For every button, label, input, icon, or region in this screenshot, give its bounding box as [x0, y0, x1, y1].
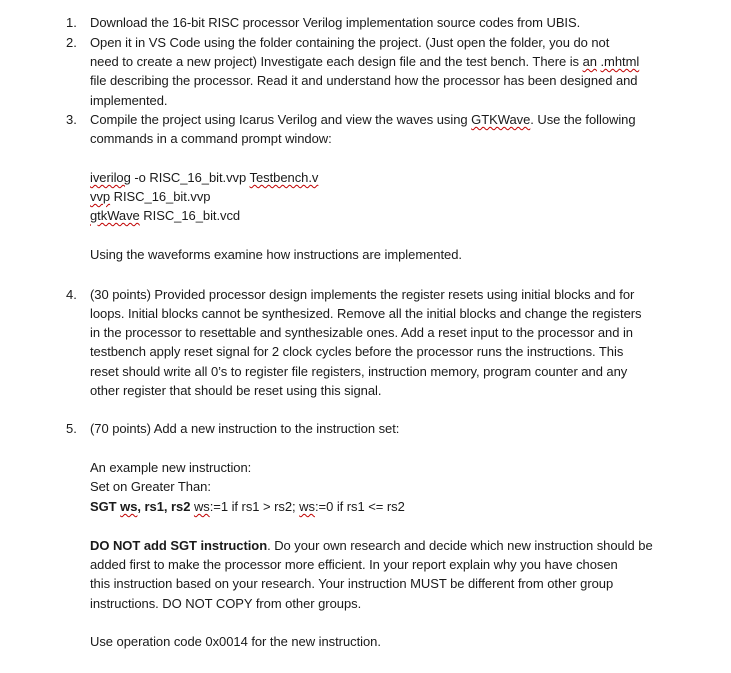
item-2-number: 2. [66, 35, 77, 50]
spellcheck-word-gtkwave-cmd: gtkWave [90, 208, 140, 223]
warning-line-4: instructions. DO NOT COPY from other groups. [90, 596, 362, 611]
item-2-line-2 [90, 54, 639, 70]
spellcheck-word-vvp: vvp [90, 189, 111, 204]
warning-line-3: this instruction based on your research. Your instruction MUST be different from other group [90, 576, 614, 591]
item-2-line-4: implemented. [90, 93, 168, 108]
item-3-line-1 [90, 112, 636, 128]
item-4-number: 4. [66, 287, 77, 302]
item-2-line-1: Open it in VS Code using the folder containing the project. (Just open the folder, you do not [90, 35, 610, 50]
item-4-line-6: other register that should be reset using this signal. [90, 383, 382, 398]
command-line-2-args: RISC_16_bit.vvp [110, 189, 211, 204]
spellcheck-word-testbench: Testbench.v [249, 170, 319, 185]
item-3-note: Using the waveforms examine how instructions are implemented. [90, 247, 462, 262]
item-5-number: 5. [66, 421, 77, 436]
item-4-line-5: reset should write all 0’s to register file registers, instruction memory, program counter and any [90, 364, 628, 379]
item-5-line-1: (70 points) Add a new instruction to the instruction set: [90, 421, 400, 436]
bold-warning: DO NOT add SGT instruction [90, 538, 268, 553]
item-3-number: 3. [66, 112, 77, 127]
command-line-1 [90, 170, 318, 186]
command-line-2 [90, 189, 210, 205]
warning-line-1 [90, 538, 653, 554]
opcode-note: Use operation code 0x0014 for the new instruction. [90, 634, 381, 649]
spellcheck-word-an: an [582, 54, 597, 69]
example-cond-2: :=0 if rs1 <= rs2 [314, 499, 405, 514]
example-name: Set on Greater Than: [90, 479, 211, 494]
warning-line-1-text: . Do your own research and decide which new instruction should be [267, 538, 653, 553]
item-4-line-4: testbench apply reset signal for 2 clock cycles before the processor runs the instructions. This [90, 344, 624, 359]
example-sgt: SGT [90, 499, 117, 514]
example-ws-1: ws [193, 499, 210, 514]
example-ws-2: ws [299, 499, 315, 514]
item-3-line-2: commands in a command prompt window: [90, 131, 332, 146]
item-4-line-3: in the processor to resettable and synthesizable ones. Add a reset input to the processor and in [90, 325, 633, 340]
warning-line-2: added first to make the processor more efficient. In your report explain why you have chosen [90, 557, 618, 572]
item-3-line-1-text: Compile the project using Icarus Verilog and view the waves using [90, 112, 468, 127]
example-intro: An example new instruction: [90, 460, 252, 475]
spellcheck-word-mhtml: .mhtml [600, 54, 640, 69]
item-4-line-1: (30 points) Provided processor design implements the register resets using initial blocks and for [90, 287, 635, 302]
item-1-number: 1. [66, 15, 77, 30]
spellcheck-word-iverilog: iverilog [90, 170, 131, 185]
spellcheck-word-gtkwave: GTKWave [471, 112, 531, 127]
item-2-line-2-text: need to create a new project) Investigate each design file and the test bench. There is [90, 54, 579, 69]
command-line-3-args: RISC_16_bit.vcd [139, 208, 241, 223]
item-4-line-2: loops. Initial blocks cannot be synthesized. Remove all the initial blocks and change the registers [90, 306, 642, 321]
example-ws: ws [120, 499, 138, 514]
item-1-text: Download the 16-bit RISC processor Verilog implementation source codes from UBIS. [90, 15, 581, 30]
item-3-line-1-tail: . Use the following [530, 112, 636, 127]
command-line-1-args: -o RISC_16_bit.vvp [130, 170, 250, 185]
command-line-3 [90, 208, 240, 224]
item-2-line-3: file describing the processor. Read it and understand how the processor has been designed and [90, 73, 638, 88]
example-definition [90, 499, 405, 515]
example-regs: , rs1, rs2 [137, 499, 194, 514]
example-cond-1: :=1 if rs1 > rs2; [209, 499, 300, 514]
